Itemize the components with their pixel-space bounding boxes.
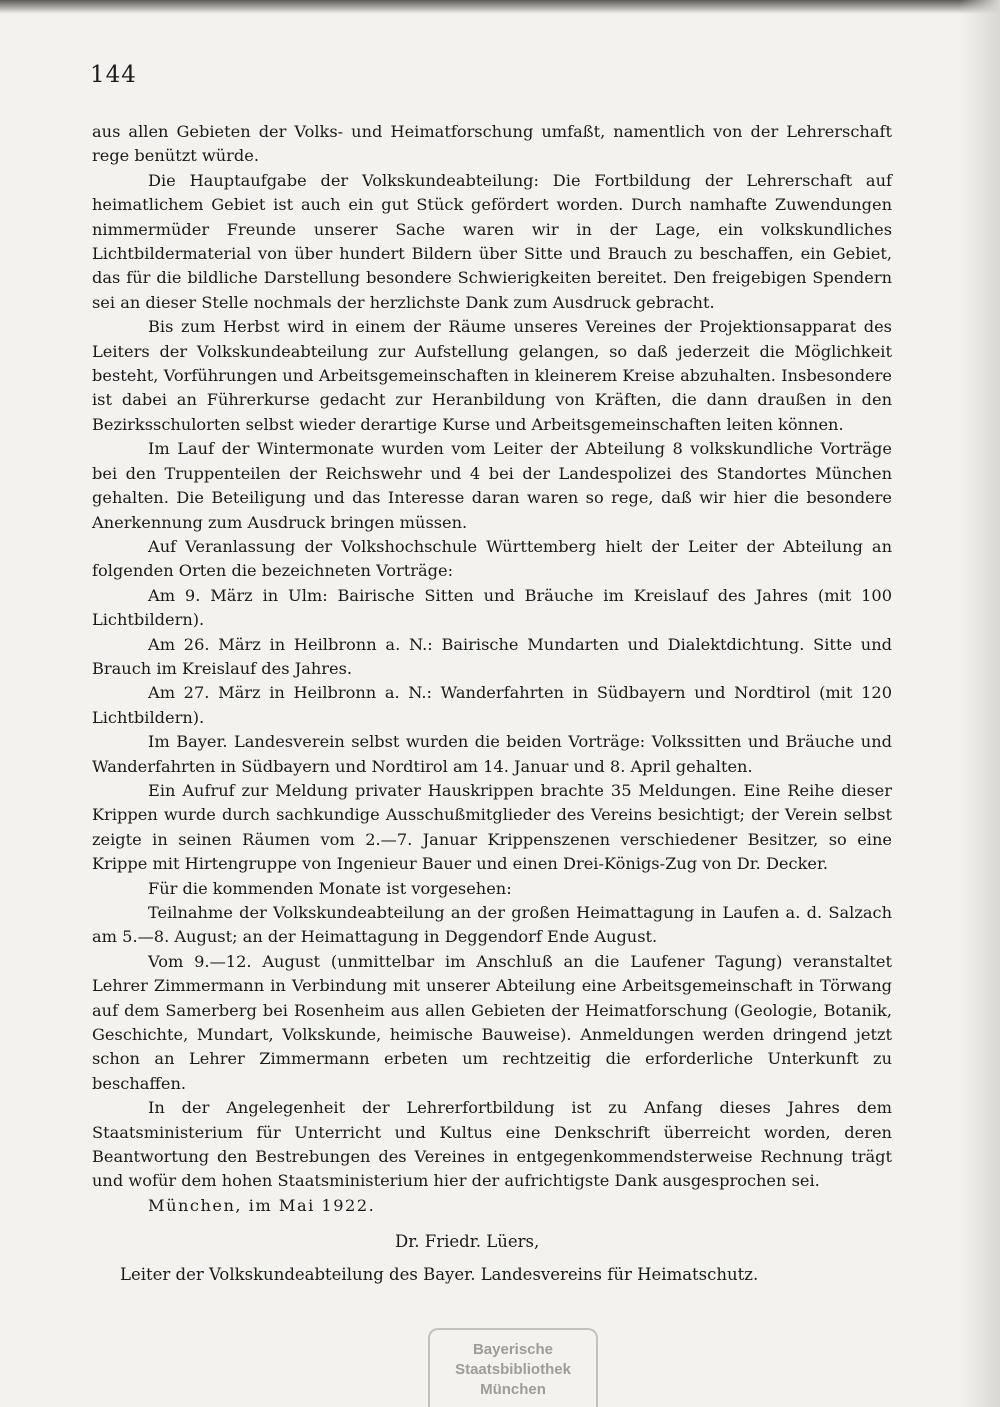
paragraph: Am 9. März in Ulm: Bairische Sitten und Bräuche im Kreislauf des Jahres (mit 100 Lichtbildern). xyxy=(92,585,892,630)
paragraph: Vom 9.—12. August (unmittelbar im Anschluß an die Laufener Tagung) veranstaltet Lehrer Zimmermann in Verbindung mit unserer Abteilung eine Arbeitsgemeinschaft in Törwang auf dem Samerberg bei Rosenheim aus allen Gebieten der Heimatforschung (Geologie, Botanik, Geschichte, Mundart, Volkskunde, heimische Bauweise). Anmeldungen werden dringend jetzt schon an Lehrer Zimmermann erbeten um rechtzeitig die erforderliche Unterkunft zu beschaffen. xyxy=(92,951,892,1093)
paragraph: Im Lauf der Wintermonate wurden vom Leiter der Abteilung 8 volkskundliche Vorträge bei den Truppenteilen der Reichswehr und 4 bei der Landespolizei des Standortes München gehalten. Die Beteiligung und das Interesse daran waren so rege, daß wir hier die besondere Anerkennung zum Ausdruck bringen müssen. xyxy=(92,439,892,532)
paragraph: aus allen Gebieten der Volks- und Heimatforschung umfaßt, namentlich von der Lehrerschaft rege benützt würde. xyxy=(92,122,892,166)
paragraph: In der Angelegenheit der Lehrerfortbildung ist zu Anfang dieses Jahres dem Staatsministerium für Unterricht und Kultus eine Denkschrift überreicht worden, deren Beantwortung den Bestrebungen des Vereines in entgegenkommendsterweise Rechnung trägt und wofür dem hohen Staatsministerium hier der aufrichtigste Dank ausgesprochen sei. xyxy=(92,1098,892,1191)
paragraph: Bis zum Herbst wird in einem der Räume unseres Vereines der Projektionsapparat des Leiters der Volkskundeabteilung zur Aufstellung gelangen, so daß jederzeit die Möglichkeit besteht, Vorführungen und Arbeitsgemeinschaften in kleinerem Kreise abzuhalten. Insbesondere ist dabei an Führerkurse gedacht zur Heranbildung von Kräften, die dann draußen in den Bezirksschulorten selbst wieder derartige Kurse und Arbeitsgemeinschaften leiten können. xyxy=(92,317,892,434)
signature-title: Leiter der Volkskundeabteilung des Bayer. Landesvereins für Heimatschutz. xyxy=(120,1265,759,1284)
scan-edge-shadow-right xyxy=(960,0,1000,1407)
paragraph: Teilnahme der Volkskundeabteilung an der großen Heimattagung in Laufen a. d. Salzach am 5.—8. August; an der Heimattagung in Deggendorf Ende August. xyxy=(92,903,892,947)
stamp-line: Bayerische xyxy=(472,1341,554,1358)
paragraph: Am 27. März in Heilbronn a. N.: Wanderfahrten in Südbayern und Nordtirol (mit 120 Lichtbildern). xyxy=(92,683,892,727)
stamp-line: Staatsbibliothek xyxy=(455,1361,571,1378)
paragraph: Am 26. März in Heilbronn a. N.: Bairische Mundarten und Dialektdichtung. Sitte und Brauch im Kreislauf des Jahres. xyxy=(92,634,892,678)
paragraph: Im Bayer. Landesverein selbst wurden die beiden Vorträge: Volkssitten und Bräuche und Wanderfahrten in Südbayern und Nordtirol am 14. Januar und 8. April gehalten. xyxy=(92,732,892,776)
paragraph: Für die kommenden Monate ist vorgesehen: xyxy=(148,878,512,898)
paragraph: Die Hauptaufgabe der Volkskundeabteilung: Die Fortbildung der Lehrerschaft auf heimatlichem Gebiet ist auch ein gut Stück gefördert worden. Durch namhafte Zuwendungen nimmermüder Freunde unserer Sache waren wir in der Lage, ein volkskundliches Lichtbildermaterial von über hundert Bildern über Sitte und Brauch zu beschaffen, ein Gebiet, das für die bildliche Darstellung besondere Schwierigkeiten bereitet. Den freigebigen Spendern sei an dieser Stelle nochmals der herzlichste Dank zum Ausdruck gebracht. xyxy=(92,170,892,312)
stamp-line: München xyxy=(480,1381,546,1398)
paragraph: Ein Aufruf zur Meldung privater Hauskrippen brachte 35 Meldungen. Eine Reihe dieser Krippen wurde durch sachkundige Ausschußmitglieder des Vereins besichtigt; der Verein selbst zeigte in seinen Räumen vom 2.—7. Januar Krippenszenen verschiedener Besitzer, so eine Krippe mit Hirtengruppe von Ingenieur Bauer und einen Drei-Königs-Zug von Dr. Decker. xyxy=(92,780,892,874)
signature-name: Dr. Friedr. Lüers, xyxy=(395,1232,540,1251)
page-number: 144 xyxy=(90,62,137,88)
paragraph: Auf Veranlassung der Volkshochschule Württemberg hielt der Leiter der Abteilung an folgenden Orten die bezeichneten Vorträge: xyxy=(92,536,892,581)
library-stamp xyxy=(428,1328,598,1407)
date-line: München, im Mai 1922. xyxy=(148,1195,376,1215)
scan-edge-shadow xyxy=(0,0,1000,14)
body-text xyxy=(92,120,892,1218)
